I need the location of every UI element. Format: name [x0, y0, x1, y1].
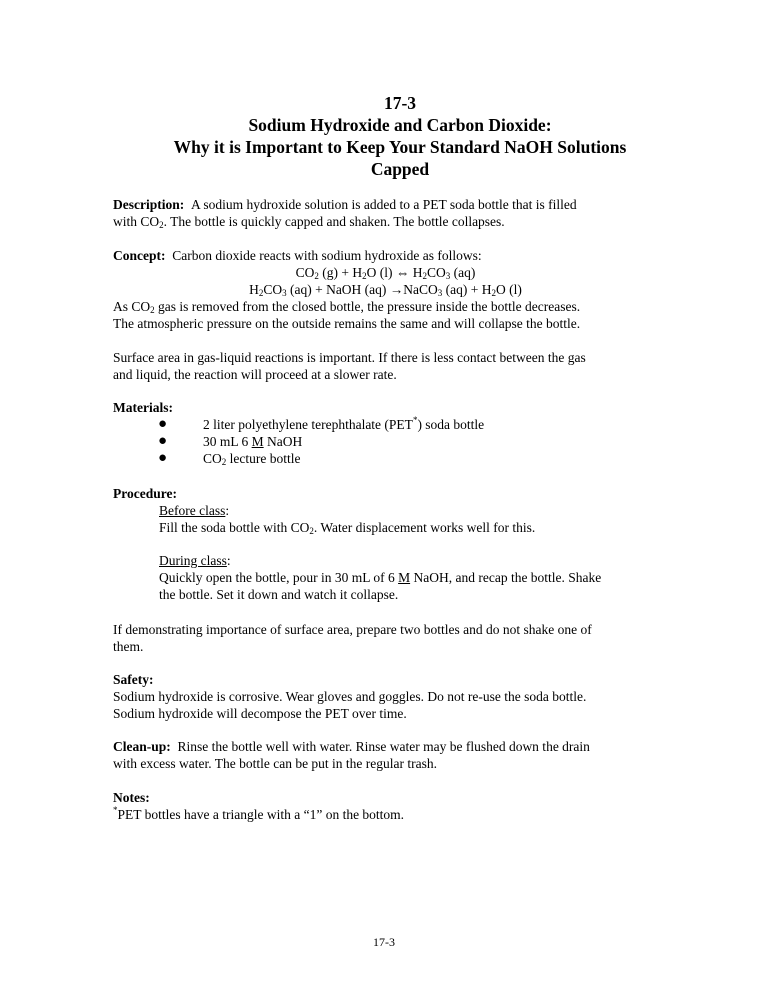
during-class-text-1: Quickly open the bottle, pour in 30 mL of 6 M NaOH, and recap the bottle. Shake: [159, 570, 602, 585]
cleanup-section: Clean-up: Rinse the bottle well with water. Rinse water may be flushed down the drain with excess water. The bottle can be put in the regular trash.: [113, 739, 590, 771]
materials-label: Materials:: [113, 400, 173, 415]
bullet-icon: ●: [158, 450, 168, 466]
notes-section: Notes: *PET bottles have a triangle with a “1” on the bottom.: [113, 789, 658, 823]
title-line-1: Sodium Hydroxide and Carbon Dioxide:: [248, 115, 552, 135]
concept-label: Concept:: [113, 248, 166, 263]
during-class-text-2: the bottle. Set it down and watch it collapse.: [159, 587, 399, 602]
section-number: 17-3: [383, 93, 417, 113]
concept-paragraph-1: As $CO_2$ gas is removed from the closed bottle, the pressure inside the bottle decreases.: [113, 299, 581, 315]
surface-area-note: If demonstrating importance of surface area, prepare two bottles and do not shake one of them.: [113, 622, 592, 654]
safety-label: Safety:: [113, 672, 154, 687]
procedure-section: Procedure: Before class: Fill the soda bottle with $CO_2$. Water displacement works well for this.: [113, 485, 658, 536]
title-line-3: Capped: [370, 159, 430, 179]
before-class-text: Fill the soda bottle with $CO_2$. Water displacement works well for this.: [159, 520, 536, 536]
equation-2: $H_2CO_3$ (aq) + NaOH (aq) →NaCO$_3$ $(aq) + H_2O$ (l): [249, 282, 522, 298]
materials-section: [113, 399, 658, 467]
during-class-section: During class: Quickly open the bottle, pour in 30 mL of 6 M NaOH, and recap the bottle. Shake the bottle. Set it down and watch it collapse.: [113, 552, 658, 603]
description-section: Description: A sodium hydroxide solution is added to a PET soda bottle that is filled with $CO_2$. The bottle is quickly capped and shaken. The bottle collapses.: [113, 197, 577, 230]
bullet-icon: ●: [158, 433, 168, 449]
equation-1: $CO_2$ $(g) + H_2O$ (l) ⇔ $H_2CO_3$ (aq): [295, 265, 476, 281]
cleanup-label: Clean-up:: [113, 739, 171, 754]
page-number: 17-3: [373, 935, 395, 949]
concept-paragraph-2: The atmospheric pressure on the outside remains the same and will collapse the bottle.: [113, 316, 581, 331]
description-label: Description:: [113, 197, 185, 212]
title-block: [100, 92, 700, 180]
title-line-2: Why it is Important to Keep Your Standard NaOH Solutions: [173, 137, 627, 157]
during-class-label: During class: [159, 553, 227, 568]
procedure-label: Procedure:: [113, 486, 177, 501]
concept-section: [113, 247, 658, 332]
surface-area-section: Surface area in gas-liquid reactions is important. If there is less contact between the gas and liquid, the reaction will proceed at a slower rate.: [113, 350, 586, 382]
list-item: ● $CO_2$ lecture bottle: [158, 450, 301, 467]
list-item: ● 30 mL 6 M NaOH: [158, 433, 303, 449]
list-item: ● 2 liter polyethylene terephthalate (PET*) soda bottle: [158, 415, 485, 432]
before-class-label: Before class: [159, 503, 226, 518]
bullet-icon: ●: [158, 416, 168, 432]
notes-label: Notes:: [113, 790, 150, 805]
safety-section: Safety: Sodium hydroxide is corrosive. Wear gloves and goggles. Do not re-use the soda bottle. Sodium hydroxide will decompose the PET over time.: [113, 671, 658, 722]
description-text-1: A sodium hydroxide solution is added to a PET soda bottle that is filled: [191, 197, 577, 212]
concept-text: Carbon dioxide reacts with sodium hydroxide as follows:: [172, 248, 482, 263]
